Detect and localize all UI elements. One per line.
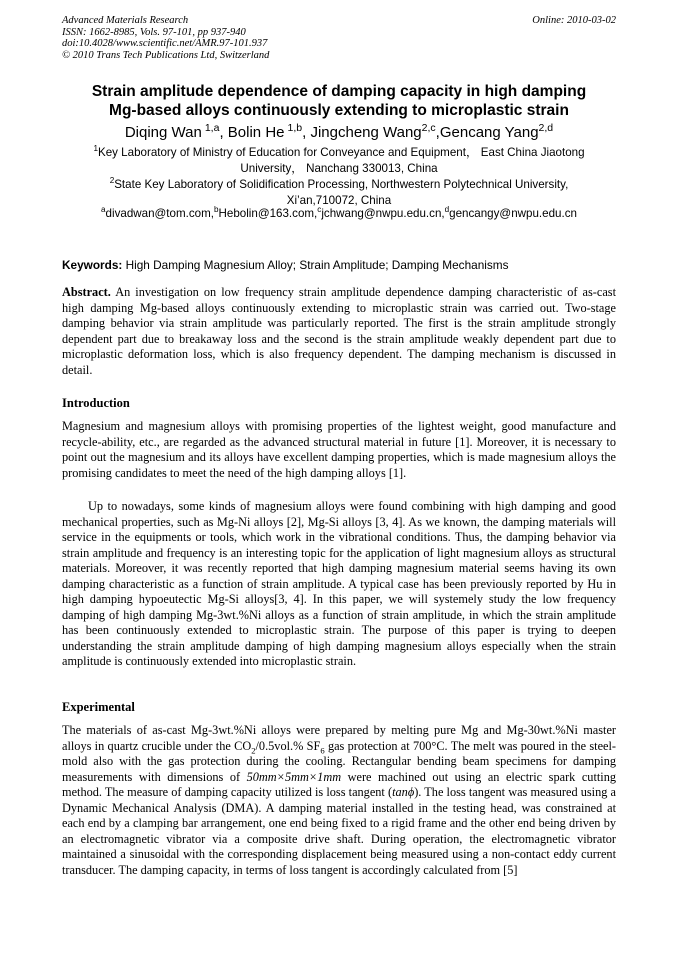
author-sup: 2,d [538, 122, 554, 134]
exp-text: /0.5vol.% SF [255, 738, 321, 753]
email-link[interactable]: gencangy@nwpu.edu.cn [449, 207, 577, 220]
affiliation-text: Key Laboratory of Ministry of Education for Conveyance and Equipment， East China Jiaotong [97, 146, 585, 159]
author-name: Gencang Yang [439, 124, 539, 141]
specimen-dimensions: 50mm×5mm×1mm [246, 769, 342, 784]
abstract [62, 285, 616, 378]
exp-text: ). The loss tangent was measured using a Dynamic Mechanical Analysis (DMA). A damping material installed in the testing head, was constrained at each end by a clamping bar arrangement, one end being fixed to a rigid frame and the other end being driven by an electromagnetic vibrator via a composite drive shaft. During operation, the electromagnetic vibrator maintained a sinusoidal with the corresponding displacement being measured using a non-contact eddy current transducer. The damping capacity, in terms of loss tangent is accordingly calculated from [5] [62, 785, 617, 877]
subscript: 6 [320, 744, 325, 755]
online-date: Online: 2010-03-02 [532, 15, 616, 26]
affiliation-text: University， Nanchang 330013, China [240, 161, 438, 175]
email-mark: c [317, 205, 322, 215]
email-mark: a [101, 205, 106, 215]
author-name: Jingcheng Wang [310, 124, 422, 141]
affiliation-mark: 2 [109, 176, 115, 186]
abstract-label: Abstract. [62, 285, 111, 299]
keywords [62, 258, 616, 272]
author-sup: 1,b [287, 122, 303, 134]
email-link[interactable]: divadwan@tom.com, [105, 207, 214, 220]
affiliation-text: Xi’an,710072, China [286, 193, 392, 207]
keywords-label: Keywords: [62, 258, 123, 272]
subscript: 2 [251, 744, 256, 755]
exp-text: were machined out using an electric spark cutting method. The measure of damping capacity utilized is loss tangent ( [62, 769, 616, 799]
experimental-paragraph-1 [62, 723, 616, 878]
intro-paragraph-1: Magnesium and magnesium alloys with promising properties of the lightest weight, good manufacture and recycle-ability, etc., are regarded as the advanced structural material in future [1]. Moreover, it is necessary to point out the magnesium and its alloys have excellent damping properties, which is made magnesium alloys the promising candidates to meet the need of the high damping alloys [1]. [62, 419, 616, 480]
affiliation-2 [62, 177, 616, 208]
affiliation-mark: 1 [93, 144, 98, 154]
paper-title [62, 82, 616, 120]
issn-line: ISSN: 1662-8985, Vols. 97-101, pp 937-940 [62, 26, 246, 38]
loss-tangent-symbol: tanϕ [392, 785, 415, 799]
keywords-text: High Damping Magnesium Alloy; Strain Amplitude; Damping Mechanisms [125, 258, 509, 272]
section-heading-introduction: Introduction [62, 396, 130, 410]
author-sup: 2,c [421, 122, 436, 134]
journal-header [62, 15, 616, 61]
author-sup: 1,a [204, 122, 220, 134]
author-list: Diqing Wan $^{1,a}$, Bolin He $^{1,b}$, Jingcheng Wang$^{2,c}$,Gencang Yang$^{2,d}$ [124, 122, 554, 141]
title-line-1: Strain amplitude dependence of damping capacity in high damping [91, 83, 587, 100]
author-name: Diqing Wan [124, 124, 202, 141]
intro-paragraph-2: Up to nowadays, some kinds of magnesium alloys were found combining with high damping and good mechanical properties, such as Mg-Ni alloys [2], Mg-Si alloys [3, 4]. As we known, the damping materials will service in the equipments or tools, which work in the vibrational conditions. Thus, the damping behavior via strain amplitude and frequency is an interesting topic for the application of light magnesium alloys as structural materials. Moreover, it was recently reported that high damping magnesium material seems having its own damping characteristic as a function of strain amplitude. A typical case has been previously reported by Hu in high damping hypoeutectic Mg-Si alloys[3, 4]. In this paper, we will systemely study the low frequency damping of high damping Mg-3wt.%Ni alloys as a function of strain amplitude, in which the strain amplitude has been continuously extended to microplastic strain. The purpose of this paper is trying to deepen understanding the strain amplitude damping of high damping magnesium alloys especially when the strain amplitude is continuously extended into microplastic strain. [62, 499, 616, 668]
affiliation-1 [62, 145, 616, 176]
section-heading-experimental: Experimental [62, 700, 135, 714]
email-mark: d [444, 205, 450, 215]
abstract-text: An investigation on low frequency strain amplitude dependence damping characteristic of as-cast high damping Mg-based alloys continuously extending to microplastic strain was carried out. Two-stage damping behavior via strain amplitude was particularly reported. The first is the strain amplitude strongly dependent part due to breakaway loss and the second is the strain amplitude weakly dependent part due to microplastic deformation loss, which is also frequency dependent. The damping mechanism is discussed in detail. [62, 285, 616, 377]
journal-name: Advanced Materials Research [62, 15, 189, 26]
affiliation-text: State Key Laboratory of Solidification Processing, Northwestern Polytechnical University, [114, 178, 569, 191]
doi-line: doi:10.4028/www.scientific.net/AMR.97-101.937 [62, 38, 268, 49]
exp-text: The materials of as-cast Mg-3wt.%Ni alloys were prepared by melting pure Mg and Mg-30wt.%Ni master alloys in quartz crucible under the CO [62, 723, 616, 753]
email-list [62, 206, 616, 222]
author-name: Bolin He [227, 124, 285, 141]
copyright-line: © 2010 Trans Tech Publications Ltd, Switzerland [62, 49, 270, 61]
email-link[interactable]: jchwang@nwpu.edu.cn, [321, 207, 445, 220]
exp-text: gas protection at 700°C. The melt was poured in the steel-mold also with the gas protection during the cooling. Rectangular bending beam specimens for damping measurements with dimensions of [62, 738, 616, 784]
title-line-2: Mg-based alloys continuously extending to microplastic strain [109, 102, 569, 119]
email-mark: b [213, 205, 219, 215]
email-link[interactable]: Hebolin@163.com, [218, 207, 318, 220]
